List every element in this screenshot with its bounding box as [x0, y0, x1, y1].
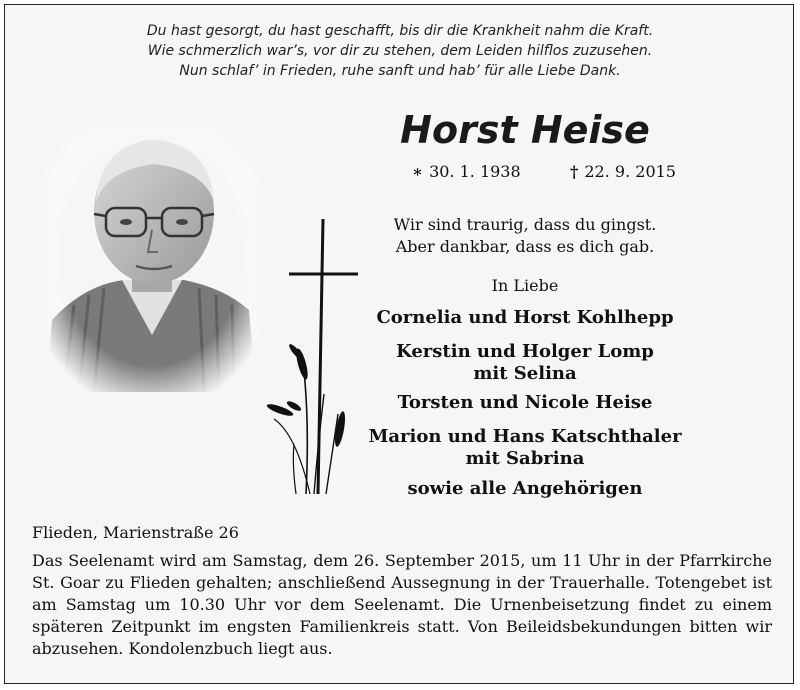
address: Flieden, Marienstraße 26	[32, 523, 239, 542]
deceased-name: Horst Heise	[400, 108, 650, 152]
death-date-value: 22. 9. 2015	[584, 162, 676, 181]
mourner-4-child: mit Sabrina	[465, 448, 585, 469]
verse-line-2: Aber dankbar, dass es dich gab.	[395, 237, 655, 256]
death-date	[570, 162, 676, 182]
poem-line-3: Nun schlaf’ in Frieden, ruhe sanft und hab’ für alle Liebe Dank.	[179, 63, 621, 79]
portrait-photo	[44, 130, 259, 392]
birth-star-icon: ∗	[412, 162, 424, 181]
death-cross-icon: †	[570, 162, 579, 181]
poem-line-1: Du hast gesorgt, du hast geschafft, bis dir die Krankheit nahm die Kraft.	[146, 23, 654, 39]
cross-with-wheat-icon	[266, 214, 361, 499]
mourner-2-child: mit Selina	[473, 363, 577, 384]
birth-date-value: 30. 1. 1938	[429, 162, 521, 181]
mourner-1: Cornelia und Horst Kohlhepp	[376, 307, 674, 328]
verse	[360, 214, 690, 258]
birth-date	[412, 162, 521, 182]
verse-line-1: Wir sind traurig, dass du gingst.	[393, 215, 657, 234]
poem-line-2: Wie schmerzlich war’s, vor dir zu stehen, dem Leiden hilflos zuzusehen.	[147, 43, 653, 59]
mourner-2: Kerstin und Holger Lomp	[396, 341, 654, 362]
mourner-4: Marion und Hans Katschthaler	[368, 426, 682, 447]
poem	[0, 21, 800, 81]
mourner-3: Torsten und Nicole Heise	[397, 392, 653, 413]
funeral-notice: Das Seelenamt wird am Samstag, dem 26. September 2015, um 11 Uhr in der Pfarrkirche St. Goar zu Flieden gehalten; anschließend Aussegnung in der Trauerhalle. Totengebet ist am Samstag um 10.30 Uhr vor dem Seelenamt. Die Urnenbeisetzung findet zu einem späteren Zeitpunkt im engsten Familienkreis statt. Von Beileidsbekundungen bitten wir abzusehen. Kondolenzbuch liegt aus.	[32, 551, 772, 658]
mourner-others: sowie alle Angehörigen	[407, 478, 643, 499]
in-liebe-label: In Liebe	[491, 276, 559, 295]
